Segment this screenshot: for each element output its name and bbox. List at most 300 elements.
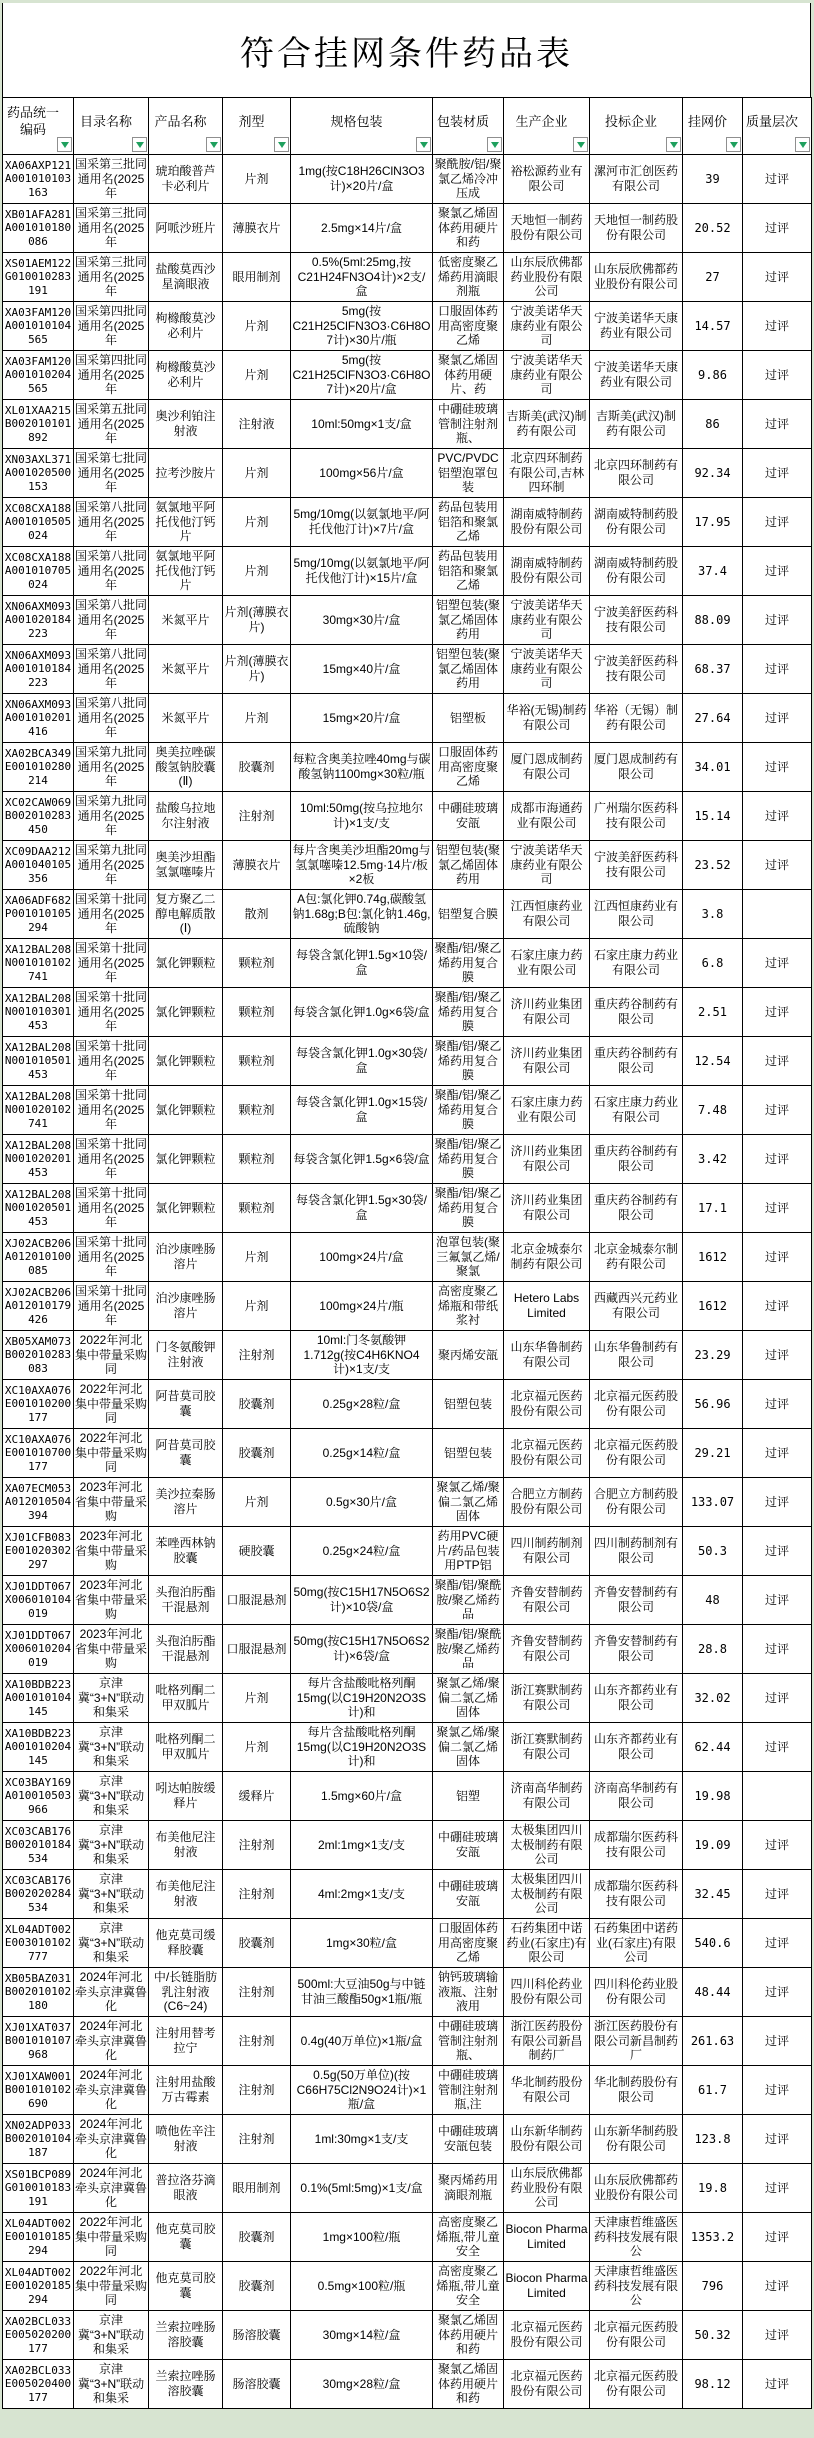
table-row: [3, 2115, 812, 2164]
cell-dosage-form: 缓释片: [223, 1772, 291, 1821]
table-row: [3, 1184, 812, 1233]
cell-bidder: 山东辰欣佛都药业股份有限公司: [590, 253, 683, 302]
cell-bidder: 重庆药谷制药有限公司: [590, 1184, 683, 1233]
cell-product-name: 他克莫司缓释胶囊: [149, 1919, 223, 1968]
cell-packaging-material: 铝塑包装: [433, 1380, 504, 1429]
cell-drug-code: XN02ADP033B002010104187: [3, 2115, 74, 2164]
cell-packaging-material: 中硼硅玻璃安瓿: [433, 1821, 504, 1870]
column-header-4: [223, 98, 291, 155]
cell-listed-price: 3.42: [683, 1135, 743, 1184]
cell-dosage-form: 胶囊剂: [223, 1429, 291, 1478]
cell-catalog-name: 2022年河北集中带量采购同: [74, 2213, 149, 2262]
cell-drug-code: XC08CXA188A001010505024: [3, 498, 74, 547]
cell-manufacturer: 济南高华制药有限公司: [504, 1772, 590, 1821]
cell-product-name: 苯唑西林钠胶囊: [149, 1527, 223, 1576]
column-label: 包装材质: [436, 113, 489, 129]
cell-bidder: 重庆药谷制药有限公司: [590, 1135, 683, 1184]
filter-button[interactable]: [487, 137, 502, 152]
table-row: [3, 1674, 812, 1723]
cell-spec-packaging: 1mg(按C18H26ClN3O3计)×20片/盒: [291, 155, 433, 204]
cell-quality-level: 过评: [743, 1968, 812, 2017]
cell-quality-level: 过评: [743, 2360, 812, 2409]
cell-drug-code: XA12BAL208N001010301453: [3, 988, 74, 1037]
cell-quality-level: 过评: [743, 645, 812, 694]
cell-quality-level: 过评: [743, 988, 812, 1037]
cell-listed-price: 540.6: [683, 1919, 743, 1968]
cell-dosage-form: 肠溶胶囊: [223, 2311, 291, 2360]
cell-spec-packaging: 0.4g(40万单位)×1瓶/盒: [291, 2017, 433, 2066]
filter-arrow-icon: [577, 142, 585, 148]
cell-drug-code: XB01AFA281A001010180086: [3, 204, 74, 253]
table-row: [3, 1723, 812, 1772]
filter-button[interactable]: [132, 137, 147, 152]
table-row: [3, 743, 812, 792]
cell-spec-packaging: 100mg×24片/瓶: [291, 1282, 433, 1331]
cell-packaging-material: 钠钙玻璃输液瓶、注射液用: [433, 1968, 504, 2017]
cell-manufacturer: 太极集团四川太极制药有限公司: [504, 1870, 590, 1919]
cell-dosage-form: 注射液: [223, 400, 291, 449]
cell-drug-code: XC08CXA188A001010705024: [3, 547, 74, 596]
column-header-8: [590, 98, 683, 155]
cell-drug-code: XA12BAL208N001020201453: [3, 1135, 74, 1184]
cell-product-name: 阿昔莫司胶囊: [149, 1380, 223, 1429]
cell-catalog-name: 国采第十批同通用名(2025年: [74, 1135, 149, 1184]
cell-catalog-name: 国采第八批同通用名(2025年: [74, 645, 149, 694]
cell-drug-code: XS01BCP089G010010183191: [3, 2164, 74, 2213]
cell-spec-packaging: 2ml:1mg×1支/支: [291, 1821, 433, 1870]
cell-packaging-material: 聚氯乙烯固体药用硬片和药: [433, 204, 504, 253]
cell-listed-price: 86: [683, 400, 743, 449]
cell-product-name: 他克莫司胶囊: [149, 2262, 223, 2311]
cell-dosage-form: 胶囊剂: [223, 1380, 291, 1429]
cell-listed-price: 1353.2: [683, 2213, 743, 2262]
cell-packaging-material: 药用PVC硬片/药品包装用PTP铝: [433, 1527, 504, 1576]
cell-dosage-form: 注射剂: [223, 1331, 291, 1380]
cell-quality-level: [743, 890, 812, 939]
cell-bidder: 广州瑞尔医药科技有限公司: [590, 792, 683, 841]
cell-dosage-form: 散剂: [223, 890, 291, 939]
cell-listed-price: 32.02: [683, 1674, 743, 1723]
cell-quality-level: 过评: [743, 1625, 812, 1674]
cell-dosage-form: 注射剂: [223, 2115, 291, 2164]
cell-bidder: 四川制药制剂有限公司: [590, 1527, 683, 1576]
cell-drug-code: XA12BAL208N001010102741: [3, 939, 74, 988]
cell-quality-level: 过评: [743, 2115, 812, 2164]
cell-packaging-material: 聚氯乙烯固体药用硬片和药: [433, 2311, 504, 2360]
cell-catalog-name: 京津冀“3+N”联动和集采: [74, 2311, 149, 2360]
cell-packaging-material: 聚酯/铝/聚乙烯药用复合膜: [433, 939, 504, 988]
cell-manufacturer: Biocon Pharma Limited: [504, 2213, 590, 2262]
cell-drug-code: XC03CAB176B002010184534: [3, 1821, 74, 1870]
cell-dosage-form: 口服混悬剂: [223, 1625, 291, 1674]
cell-listed-price: 56.96: [683, 1380, 743, 1429]
cell-spec-packaging: 10ml:50mg(按乌拉地尔计)×1支/支: [291, 792, 433, 841]
cell-dosage-form: 片剂: [223, 1233, 291, 1282]
cell-listed-price: 19.98: [683, 1772, 743, 1821]
cell-catalog-name: 国采第十批同通用名(2025年: [74, 1086, 149, 1135]
cell-product-name: 氯化钾颗粒: [149, 1184, 223, 1233]
cell-catalog-name: 2023年河北省集中带量采购: [74, 1625, 149, 1674]
column-header-6: [433, 98, 504, 155]
cell-bidder: 华北制药股份有限公司: [590, 2066, 683, 2115]
cell-product-name: 布美他尼注射液: [149, 1870, 223, 1919]
cell-listed-price: 48.44: [683, 1968, 743, 2017]
cell-bidder: 北京福元医药股份有限公司: [590, 1380, 683, 1429]
cell-packaging-material: PVC/PVDC铝塑泡罩包装: [433, 449, 504, 498]
cell-drug-code: XJ01DDT067X006010204019: [3, 1625, 74, 1674]
cell-product-name: 奥沙利铂注射液: [149, 400, 223, 449]
cell-drug-code: XJ01CFB083E001020302297: [3, 1527, 74, 1576]
cell-product-name: 喷他佐辛注射液: [149, 2115, 223, 2164]
cell-manufacturer: 宁波美诺华天康药业有限公司: [504, 645, 590, 694]
cell-dosage-form: 注射剂: [223, 1821, 291, 1870]
page-title: 符合挂网条件药品表: [240, 35, 573, 73]
cell-drug-code: XA10BDB223A001010104145: [3, 1674, 74, 1723]
table-row: [3, 2164, 812, 2213]
cell-manufacturer: 山东华鲁制药有限公司: [504, 1331, 590, 1380]
cell-spec-packaging: 每袋含氯化钾1.0g×30袋/盒: [291, 1037, 433, 1086]
column-header-5: [291, 98, 433, 155]
cell-packaging-material: 中硼硅玻璃安瓿: [433, 1870, 504, 1919]
cell-manufacturer: 宁波美诺华天康药业有限公司: [504, 841, 590, 890]
cell-drug-code: XC02CAW069B002010283450: [3, 792, 74, 841]
cell-spec-packaging: 30mg×28粒/盒: [291, 2360, 433, 2409]
cell-listed-price: 98.12: [683, 2360, 743, 2409]
cell-bidder: 浙江医药股份有限公司新昌制药厂: [590, 2017, 683, 2066]
cell-product-name: 吡格列酮二甲双胍片: [149, 1674, 223, 1723]
cell-spec-packaging: 每袋含氯化钾1.0g×15袋/盒: [291, 1086, 433, 1135]
cell-manufacturer: 太极集团四川太极制药有限公司: [504, 1821, 590, 1870]
cell-bidder: 济南高华制药有限公司: [590, 1772, 683, 1821]
cell-manufacturer: 华裕(无锡)制药有限公司: [504, 694, 590, 743]
table-row: [3, 1870, 812, 1919]
cell-listed-price: 14.57: [683, 302, 743, 351]
cell-manufacturer: 江西恒康药业有限公司: [504, 890, 590, 939]
cell-packaging-material: 中硼硅玻璃管制注射剂瓶,注: [433, 2066, 504, 2115]
table-row: [3, 1772, 812, 1821]
cell-quality-level: 过评: [743, 743, 812, 792]
cell-quality-level: 过评: [743, 2311, 812, 2360]
column-label: 投标企业: [604, 113, 657, 129]
cell-listed-price: 39: [683, 155, 743, 204]
cell-product-name: 米氮平片: [149, 596, 223, 645]
cell-listed-price: 9.86: [683, 351, 743, 400]
cell-packaging-material: 聚酰胺/铝/聚氯乙烯冷冲压成: [433, 155, 504, 204]
cell-spec-packaging: 5mg(按C21H25ClFN3O3·C6H8O7计)×30片/瓶: [291, 302, 433, 351]
cell-manufacturer: 浙江赛默制药有限公司: [504, 1723, 590, 1772]
cell-quality-level: 过评: [743, 1674, 812, 1723]
cell-quality-level: 过评: [743, 1184, 812, 1233]
column-header-7: [504, 98, 590, 155]
cell-packaging-material: 聚酯/铝/聚乙烯药用复合膜: [433, 1086, 504, 1135]
cell-packaging-material: 聚酯/铝/聚酰胺/聚乙烯药品: [433, 1625, 504, 1674]
cell-product-name: 泊沙康唑肠溶片: [149, 1233, 223, 1282]
cell-packaging-material: 铝塑复合膜: [433, 890, 504, 939]
cell-listed-price: 61.7: [683, 2066, 743, 2115]
cell-quality-level: 过评: [743, 547, 812, 596]
cell-dosage-form: 片剂: [223, 694, 291, 743]
cell-spec-packaging: 每袋含氯化钾1.5g×30袋/盒: [291, 1184, 433, 1233]
cell-packaging-material: 聚丙烯安瓿: [433, 1331, 504, 1380]
cell-catalog-name: 国采第五批同通用名(2025年: [74, 400, 149, 449]
cell-spec-packaging: 0.5mg×100粒/瓶: [291, 2262, 433, 2311]
cell-bidder: 北京福元医药股份有限公司: [590, 2360, 683, 2409]
filter-button[interactable]: [795, 137, 810, 152]
cell-listed-price: 37.4: [683, 547, 743, 596]
cell-spec-packaging: 0.5g(50万单位)(按C66H75Cl2N9O24计)×1瓶/盒: [291, 2066, 433, 2115]
cell-manufacturer: 山东新华制药股份有限公司: [504, 2115, 590, 2164]
table-row: [3, 2262, 812, 2311]
cell-bidder: 天津康哲维盛医药科技发展有限公: [590, 2262, 683, 2311]
cell-dosage-form: 颗粒剂: [223, 988, 291, 1037]
cell-drug-code: XC09DAA212A001040105356: [3, 841, 74, 890]
cell-spec-packaging: 每片含盐酸吡格列酮15mg(以C19H20N2O3S计)和: [291, 1723, 433, 1772]
cell-manufacturer: 吉斯美(武汉)制药有限公司: [504, 400, 590, 449]
cell-manufacturer: 北京福元医药股份有限公司: [504, 1429, 590, 1478]
cell-listed-price: 88.09: [683, 596, 743, 645]
column-label: 目录名称: [79, 113, 132, 129]
filter-arrow-icon: [61, 142, 69, 148]
filter-button[interactable]: [726, 137, 741, 152]
cell-manufacturer: 湖南威特制药股份有限公司: [504, 547, 590, 596]
cell-drug-code: XJ01XAW001B001010102690: [3, 2066, 74, 2115]
cell-dosage-form: 注射剂: [223, 2017, 291, 2066]
cell-product-name: 枸橼酸莫沙必利片: [149, 302, 223, 351]
cell-drug-code: XL04ADT002E003010102777: [3, 1919, 74, 1968]
cell-manufacturer: 华北制药股份有限公司: [504, 2066, 590, 2115]
cell-dosage-form: 眼用制剂: [223, 2164, 291, 2213]
header-row: [3, 98, 812, 155]
cell-product-name: 氯化钾颗粒: [149, 988, 223, 1037]
cell-manufacturer: 四川科伦药业股份有限公司: [504, 1968, 590, 2017]
table-row: [3, 645, 812, 694]
cell-quality-level: 过评: [743, 1478, 812, 1527]
cell-manufacturer: 宁波美诺华天康药业有限公司: [504, 596, 590, 645]
filter-arrow-icon: [278, 142, 286, 148]
filter-button[interactable]: [57, 137, 72, 152]
table-row: [3, 547, 812, 596]
cell-spec-packaging: 5mg/10mg(以氨氯地平/阿托伐他汀计)×7片/盒: [291, 498, 433, 547]
cell-packaging-material: 中硼硅玻璃管制注射剂瓶、: [433, 2017, 504, 2066]
cell-drug-code: XN06AXM093A001020184223: [3, 596, 74, 645]
cell-packaging-material: 铝塑包装(聚氯乙烯固体药用: [433, 596, 504, 645]
cell-product-name: 氯化钾颗粒: [149, 1135, 223, 1184]
cell-quality-level: 过评: [743, 204, 812, 253]
cell-packaging-material: 铝塑包装(聚氯乙烯固体药用: [433, 841, 504, 890]
cell-spec-packaging: 50mg(按C15H17N5O6S2计)×6袋/盒: [291, 1625, 433, 1674]
cell-drug-code: XL04ADT002E001020185294: [3, 2262, 74, 2311]
table-row: [3, 890, 812, 939]
table-row: [3, 1429, 812, 1478]
cell-manufacturer: 浙江医药股份有限公司新昌制药厂: [504, 2017, 590, 2066]
cell-spec-packaging: 每片含奥美沙坦酯20mg与氢氯噻嗪12.5mg·14片/板×2板: [291, 841, 433, 890]
cell-bidder: 西藏西兴元药业有限公司: [590, 1282, 683, 1331]
cell-quality-level: 过评: [743, 253, 812, 302]
cell-spec-packaging: A包:氯化钾0.74g,碳酸氢钠1.68g;B包:氯化钠1.46g,硫酸钠: [291, 890, 433, 939]
table-row: [3, 694, 812, 743]
sheet-area: [2, 3, 811, 2409]
table-row: [3, 2213, 812, 2262]
cell-listed-price: 7.48: [683, 1086, 743, 1135]
cell-dosage-form: 眼用制剂: [223, 253, 291, 302]
cell-catalog-name: 2024年河北牵头京津冀鲁化: [74, 1968, 149, 2017]
filter-button[interactable]: [416, 137, 431, 152]
cell-listed-price: 34.01: [683, 743, 743, 792]
cell-spec-packaging: 1mg×30粒/盒: [291, 1919, 433, 1968]
cell-dosage-form: 胶囊剂: [223, 2262, 291, 2311]
drug-table: [2, 97, 812, 2409]
table-row: [3, 939, 812, 988]
cell-drug-code: XA02BCL033E005020200177: [3, 2311, 74, 2360]
cell-listed-price: 6.8: [683, 939, 743, 988]
cell-packaging-material: 聚氯乙烯/聚偏二氯乙烯固体: [433, 1674, 504, 1723]
cell-dosage-form: 硬胶囊: [223, 1527, 291, 1576]
cell-bidder: 成都瑞尔医药科技有限公司: [590, 1821, 683, 1870]
table-row: [3, 2066, 812, 2115]
cell-listed-price: 23.52: [683, 841, 743, 890]
filter-arrow-icon: [420, 142, 428, 148]
cell-product-name: 普拉洛芬滴眼液: [149, 2164, 223, 2213]
column-label: 生产企业: [515, 113, 568, 129]
cell-manufacturer: 浙江赛默制药有限公司: [504, 1674, 590, 1723]
cell-catalog-name: 京津冀“3+N”联动和集采: [74, 1919, 149, 1968]
cell-bidder: 四川科伦药业股份有限公司: [590, 1968, 683, 2017]
column-header-1: [3, 98, 74, 155]
cell-spec-packaging: 0.5%(5ml:25mg,按C21H24FN3O4计)×2支/盒: [291, 253, 433, 302]
cell-bidder: 湖南威特制药股份有限公司: [590, 547, 683, 596]
cell-drug-code: XA07ECM053A012010504394: [3, 1478, 74, 1527]
cell-catalog-name: 2023年河北省集中带量采购: [74, 1478, 149, 1527]
cell-drug-code: XA02BCL033E005020400177: [3, 2360, 74, 2409]
table-row: [3, 498, 812, 547]
column-header-9: [683, 98, 743, 155]
cell-packaging-material: 聚酯/铝/聚乙烯药用复合膜: [433, 1184, 504, 1233]
cell-spec-packaging: 0.1%(5ml:5mg)×1支/盒: [291, 2164, 433, 2213]
cell-catalog-name: 京津冀“3+N”联动和集采: [74, 1723, 149, 1772]
cell-catalog-name: 京津冀“3+N”联动和集采: [74, 1674, 149, 1723]
cell-bidder: 吉斯美(武汉)制药有限公司: [590, 400, 683, 449]
cell-spec-packaging: 1ml:30mg×1支/支: [291, 2115, 433, 2164]
cell-catalog-name: 京津冀“3+N”联动和集采: [74, 2360, 149, 2409]
filter-button[interactable]: [666, 137, 681, 152]
filter-button[interactable]: [274, 137, 289, 152]
cell-drug-code: XN06AXM093A001010201416: [3, 694, 74, 743]
cell-dosage-form: 片剂: [223, 547, 291, 596]
cell-listed-price: 796: [683, 2262, 743, 2311]
cell-quality-level: 过评: [743, 155, 812, 204]
cell-manufacturer: 湖南威特制药股份有限公司: [504, 498, 590, 547]
cell-manufacturer: 济川药业集团有限公司: [504, 1135, 590, 1184]
cell-product-name: 枸橼酸莫沙必利片: [149, 351, 223, 400]
cell-product-name: 吡格列酮二甲双胍片: [149, 1723, 223, 1772]
cell-listed-price: 23.29: [683, 1331, 743, 1380]
cell-product-name: 琥珀酸普芦卡必利片: [149, 155, 223, 204]
table-row: [3, 1478, 812, 1527]
cell-dosage-form: 颗粒剂: [223, 1184, 291, 1233]
cell-product-name: 米氮平片: [149, 694, 223, 743]
table-row: [3, 1919, 812, 1968]
cell-spec-packaging: 10ml:门冬氨酸钾1.712g(按C4H6KNO4计)×1支/支: [291, 1331, 433, 1380]
cell-dosage-form: 片剂: [223, 1723, 291, 1772]
cell-quality-level: 过评: [743, 2213, 812, 2262]
cell-product-name: 头孢泊肟酯干混悬剂: [149, 1625, 223, 1674]
cell-bidder: 石家庄康力药业有限公司: [590, 1086, 683, 1135]
cell-catalog-name: 2023年河北省集中带量采购: [74, 1527, 149, 1576]
filter-button[interactable]: [573, 137, 588, 152]
cell-quality-level: 过评: [743, 939, 812, 988]
cell-quality-level: 过评: [743, 2066, 812, 2115]
filter-button[interactable]: [206, 137, 221, 152]
title-band: [2, 3, 811, 97]
cell-bidder: 江西恒康药业有限公司: [590, 890, 683, 939]
cell-catalog-name: 2024年河北牵头京津冀鲁化: [74, 2066, 149, 2115]
cell-dosage-form: 片剂: [223, 302, 291, 351]
cell-bidder: 山东新华制药股份有限公司: [590, 2115, 683, 2164]
cell-catalog-name: 国采第七批同通用名(2025年: [74, 449, 149, 498]
cell-spec-packaging: 500ml:大豆油50g与中链甘油三酸酯50g×1瓶/瓶: [291, 1968, 433, 2017]
cell-listed-price: 27.64: [683, 694, 743, 743]
table-row: [3, 2017, 812, 2066]
cell-listed-price: 20.52: [683, 204, 743, 253]
table-row: [3, 1576, 812, 1625]
table-row: [3, 1625, 812, 1674]
cell-spec-packaging: 0.5g×30片/盒: [291, 1478, 433, 1527]
cell-dosage-form: 颗粒剂: [223, 1135, 291, 1184]
cell-catalog-name: 2024年河北牵头京津冀鲁化: [74, 2164, 149, 2213]
cell-quality-level: 过评: [743, 1919, 812, 1968]
table-row: [3, 155, 812, 204]
cell-spec-packaging: 5mg(按C21H25ClFN3O3·C6H8O7计)×20片/盒: [291, 351, 433, 400]
cell-quality-level: 过评: [743, 841, 812, 890]
filter-arrow-icon: [730, 142, 738, 148]
cell-manufacturer: 北京福元医药股份有限公司: [504, 2311, 590, 2360]
cell-manufacturer: Biocon Pharma Limited: [504, 2262, 590, 2311]
table-row: [3, 1821, 812, 1870]
cell-manufacturer: 山东辰欣佛都药业股份有限公司: [504, 2164, 590, 2213]
cell-quality-level: 过评: [743, 1037, 812, 1086]
cell-dosage-form: 胶囊剂: [223, 2213, 291, 2262]
cell-bidder: 合肥立方制药股份有限公司: [590, 1478, 683, 1527]
cell-catalog-name: 国采第十批同通用名(2025年: [74, 988, 149, 1037]
cell-dosage-form: 薄膜衣片: [223, 841, 291, 890]
cell-spec-packaging: 0.25g×28粒/盒: [291, 1380, 433, 1429]
table-body: [3, 155, 812, 2409]
cell-bidder: 宁波美舒医药科技有限公司: [590, 841, 683, 890]
cell-bidder: 齐鲁安替制药有限公司: [590, 1576, 683, 1625]
cell-product-name: 门冬氨酸钾注射液: [149, 1331, 223, 1380]
cell-product-name: 兰索拉唑肠溶胶囊: [149, 2311, 223, 2360]
cell-listed-price: 15.14: [683, 792, 743, 841]
cell-manufacturer: 宁波美诺华天康药业有限公司: [504, 302, 590, 351]
cell-manufacturer: 合肥立方制药股份有限公司: [504, 1478, 590, 1527]
table-row: [3, 204, 812, 253]
filter-arrow-icon: [210, 142, 218, 148]
cell-spec-packaging: 30mg×30片/盒: [291, 596, 433, 645]
column-label: 质量层次: [746, 113, 799, 129]
cell-drug-code: XC10AXA076E001010700177: [3, 1429, 74, 1478]
cell-catalog-name: 国采第三批同通用名(2025年: [74, 253, 149, 302]
cell-quality-level: 过评: [743, 2164, 812, 2213]
table-row: [3, 1380, 812, 1429]
cell-quality-level: 过评: [743, 1233, 812, 1282]
cell-spec-packaging: 每片含盐酸吡格列酮15mg(以C19H20N2O3S计)和: [291, 1674, 433, 1723]
cell-dosage-form: 片剂: [223, 1674, 291, 1723]
cell-spec-packaging: 每袋含氯化钾1.5g×10袋/盒: [291, 939, 433, 988]
cell-bidder: 石家庄康力药业有限公司: [590, 939, 683, 988]
cell-dosage-form: 注射剂: [223, 2066, 291, 2115]
cell-spec-packaging: 15mg×40片/盒: [291, 645, 433, 694]
table-row: [3, 1135, 812, 1184]
